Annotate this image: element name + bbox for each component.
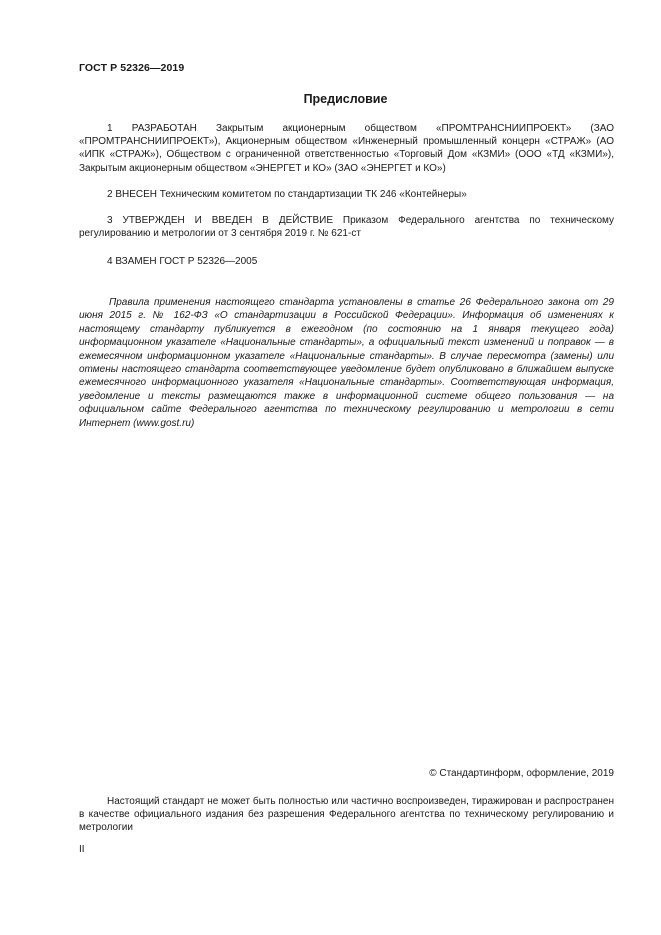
page-title	[0, 92, 661, 106]
paragraph-approved: 3 УТВЕРЖДЕН И ВВЕДЕН В ДЕЙСТВИЕ Приказом Федерального агентства по техническому регулированию и метрологии от 3 сентября 2019 г. № 621-ст	[79, 215, 614, 240]
paragraph-replaces: 4 ВЗАМЕН ГОСТ Р 52326—2005	[107, 256, 258, 267]
page-number: II	[79, 844, 85, 855]
standard-id: ГОСТ Р 52326—2019	[79, 62, 185, 74]
paragraph-introduced: 2 ВНЕСЕН Техническим комитетом по стандартизации ТК 246 «Контейнеры»	[107, 189, 467, 200]
copyright-line: © Стандартинформ, оформление, 2019	[429, 768, 614, 779]
application-rules-notice: Правила применения настоящего стандарта установлены в статье 26 Федерального закона от 29 июня 2015 г. № 162-ФЗ «О стандартизации в Российской Федерации». Информация об изменениях к настоящему стандарту публикуется в ежегодном (по состоянию на 1 января текущего года) информационном указателе «Национальные стандарты», а официальный текст изменений и поправок — в ежемесячном информационном указателе «Национальные стандарты». В случае пересмотра (замены) или отмены настоящего стандарта соответствующее уведомление будет опубликовано в ближайшем выпуске ежемесячного информационного указателя «Национальные стандарты». Соответствующая информация, уведомление и тексты размещаются также в информационной системе общего пользования — на официальном сайте Федерального агентства по техническому регулированию и метрологии в сети Интернет (www.gost.ru)	[79, 297, 614, 429]
paragraph-developed: 1 РАЗРАБОТАН Закрытым акционерным обществом «ПРОМТРАНСНИИПРОЕКТ» (ЗАО «ПРОМТРАНСНИИПРОЕКТ»), Акционерным обществом «Инженерный промышленный концерн «СТРАЖ» (АО «ИПК «СТРАЖ»), Обществом с ограниченной ответственностью «Торговый Дом «КЗМИ» (ООО «ТД «КЗМИ»), Закрытым акционерным обществом «ЭНЕРГЕТ и КО» (ЗАО «ЭНЕРГЕТ и КО»)	[79, 123, 614, 174]
reproduction-restriction: Настоящий стандарт не может быть полностью или частично воспроизведен, тиражирован и распространен в качестве официального издания без разрешения Федерального агентства по техническому регулированию и метрологии	[79, 796, 614, 834]
page-title-text: Предисловие	[303, 92, 388, 106]
